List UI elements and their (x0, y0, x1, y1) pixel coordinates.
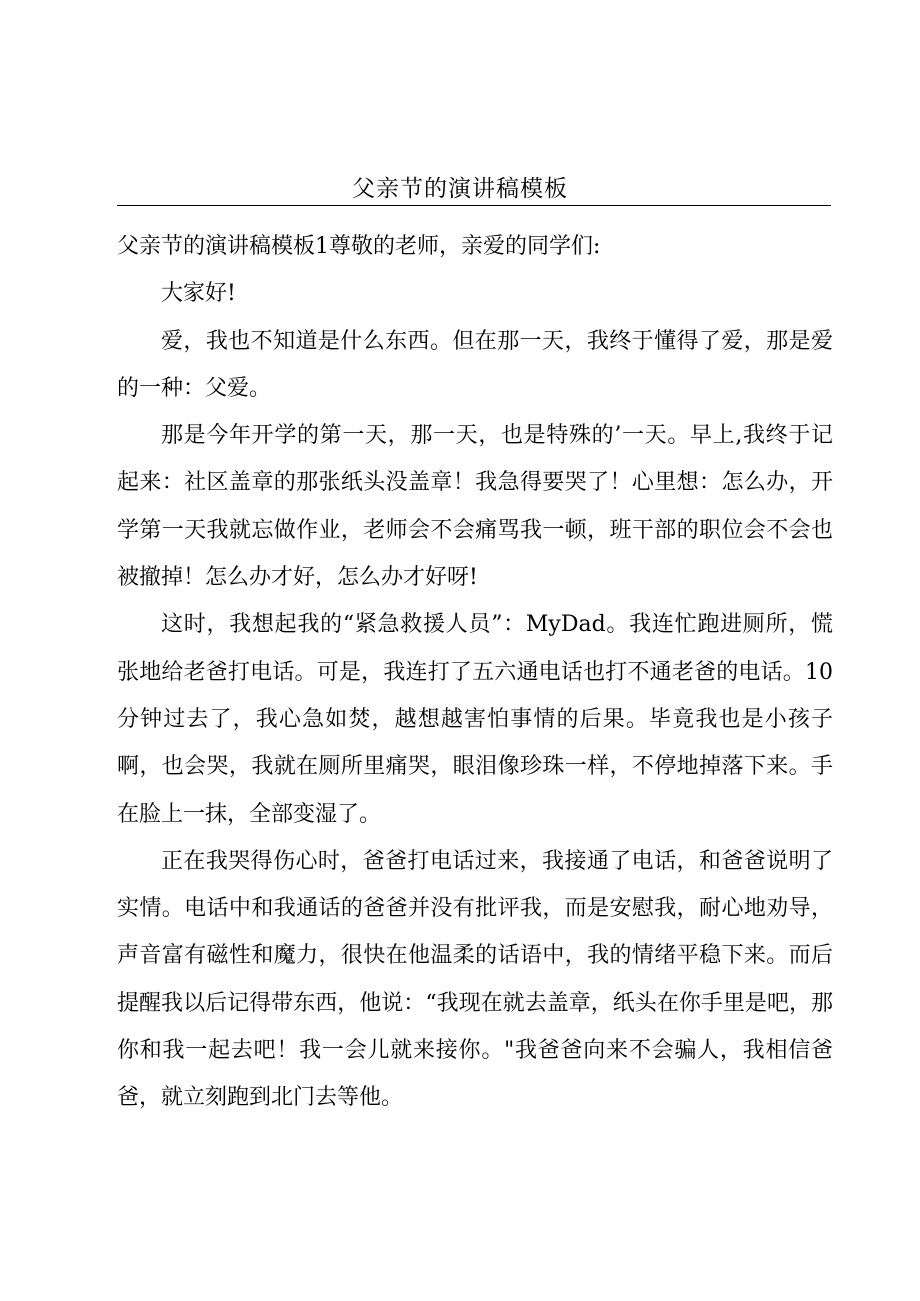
document-body (117, 223, 833, 1122)
paragraph-greeting: 大家好! (161, 281, 236, 307)
paragraph: 那是今年开学的第一天，那一天，也是特殊的’一天。早上,我终于记起来：社区盖章的那张纸头没盖章！我急得要哭了！心里想：怎么办，开学第一天我就忘做作业，老师会不会痛骂我一顿，班干部的职位会不会也被撤掉！怎么办才好，怎么办才好呀! (117, 423, 833, 591)
title-divider (117, 205, 831, 206)
paragraph: 爱，我也不知道是什么东西。但在那一天，我终于懂得了爱，那是爱的一种：父爱。 (117, 328, 833, 401)
paragraph: 正在我哭得伤心时，爸爸打电话过来，我接通了电话，和爸爸说明了实情。电话中和我通话的爸爸并没有批评我，而是安慰我，耐心地劝导，声音富有磁性和魔力，很快在他温柔的话语中，我的情绪平稳下来。而后提醒我以后记得带东西，他说：“我现在就去盖章，纸头在你手里是吧，那你和我一起去吧！我一会儿就来接你。"我爸爸向来不会骗人，我相信爸爸，就立刻跑到北门去等他。 (117, 848, 833, 1111)
paragraph: 这时，我想起我的“紧急救援人员”：MyDad。我连忙跑进厕所，慌张地给老爸打电话。可是，我连打了五六通电话也打不通老爸的电话。10分钟过去了，我心急如焚，越想越害怕事情的后果。毕竟我也是小孩子啊，也会哭，我就在厕所里痛哭，眼泪像珍珠一样，不停地掉落下来。手在脸上一抹，全部变湿了。 (117, 612, 833, 827)
paragraph-heading-salutation: 父亲节的演讲稿模板1尊敬的老师，亲爱的同学们: (117, 234, 601, 259)
document-title: 父亲节的演讲稿模板 (352, 176, 568, 202)
